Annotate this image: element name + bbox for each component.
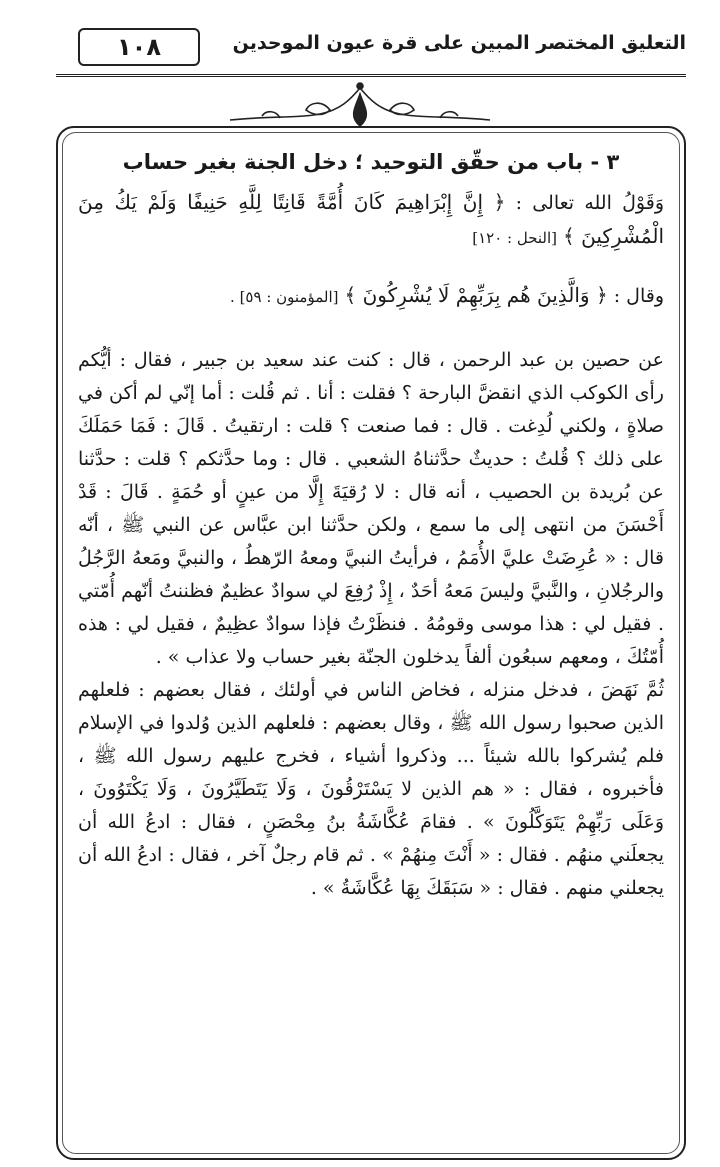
page-content xyxy=(78,138,664,905)
quran-verse: ﴿ إِنَّ إِبْرَاهِيمَ كَانَ أُمَّةً قَانِتًا لِلَّهِ حَنِيفًا وَلَمْ يَكُ مِنَ الْمُشْرِكِينَ ﴾ xyxy=(78,190,664,248)
running-header xyxy=(56,24,686,77)
hadith-paragraph: ثُمَّ نَهَضَ ، فدخل منزله ، فخاض الناس في أولئك ، فقال بعضهم : فلعلهم الذين صحبوا رسول الله ﷺ ، وقال بعضهم : فلعلهم الذين وُلدوا في الإسلام فلم يُشركوا بالله شيئاً ... وذكروا أشياء ، فخرج عليهم رسول الله ﷺ ، فأخبروه ، فقال : « هم الذين لا يَسْتَرْقُونَ ، وَلَا يَتَطَيَّرُونَ ، وَلَا يَكْتَوُونَ ، وَعَلَى رَبِّهِمْ يَتَوَكَّلُونَ » . فقامَ عُكَّاشَةُ بنُ مِحْصَنٍ ، فقال : ادعُ الله أن يجعلَني منهُم . فقال : « أَنْتَ مِنهُمْ » . ثم قام رجلٌ آخر ، فقال : ادعُ الله أن يجعلني منهم . فقال : « سَبَقَكَ بِهَا عُكَّاشَةُ » . xyxy=(78,679,664,899)
verse-intro: وَقَوْلُ الله تعالى : xyxy=(515,192,664,214)
quran-verse: ﴿ وَالَّذِينَ هُم بِرَبِّهِمْ لَا يُشْرِكُونَ ﴾ xyxy=(344,283,608,307)
ornament-divider-icon xyxy=(210,80,510,132)
chapter-title: ٣ - باب من حقّق التوحيد ؛ دخل الجنة بغير حساب xyxy=(122,150,620,174)
verse-intro: وقال : xyxy=(613,285,664,307)
hadith-paragraph: عن حصين بن عبد الرحمن ، قال : كنت عند سعيد بن جبير ، فقال : أيُّكم رأى الكوكب الذي انقضَّ البارحة ؟ فقلت : أنا . ثم قُلت : أما إنّي لم أكن في صلاةٍ ، ولكني لُدِغت . قال : فما صنعت ؟ قلت : ارتقيتُ . قَالَ : فَمَا حَمَلَكَ على ذلك ؟ قُلتُ : حديثٌ حدَّثناهُ الشعبي . قال : وما حدَّثكم ؟ قلت : حدَّثنا عن بُريدة بن الحصيب ، أنه قال : لا رُقيَةَ إِلَّا من عينٍ أو حُمَةٍ . قَالَ : قَدْ أَحْسَنَ من انتهى إلى ما سمع ، ولكن حدَّثنا ابن عبَّاس عن النبي ﷺ ، أنّه قال : « عُرِضَتْ عليَّ الأُمَمُ ، فرأيتُ النبيَّ ومعهُ الرّهطُ ، والنبيَّ ومَعهُ الرَّجُلُ والرجُلانِ ، والنَّبيَّ وليسَ مَعهُ أحَدٌ ، إِذْ رُفِعَ لي سوادٌ عظيمٌ فظننتُ أنّهم أُمّتي . فقيل لي : هذا موسى وقومُهُ . فنظَرْتُ فإذا سوادٌ عظِيمٌ ، فقيل لي : هذه أُمّتُكَ ، ومعهم سبعُون ألفاً يدخلون الجنّة بغير حساب ولا عذاب » . xyxy=(78,349,664,668)
verse-reference: [النحل : ١٢٠] xyxy=(472,229,557,247)
verse-block-2 xyxy=(78,279,664,314)
running-title: التعليق المختصر المبين على قرة عيون الموحدين xyxy=(232,32,686,54)
page-number: ١٠٨ xyxy=(78,28,200,66)
verse-block-1 xyxy=(78,186,664,255)
verse-reference: [المؤمنون : ٥٩] . xyxy=(230,288,339,306)
